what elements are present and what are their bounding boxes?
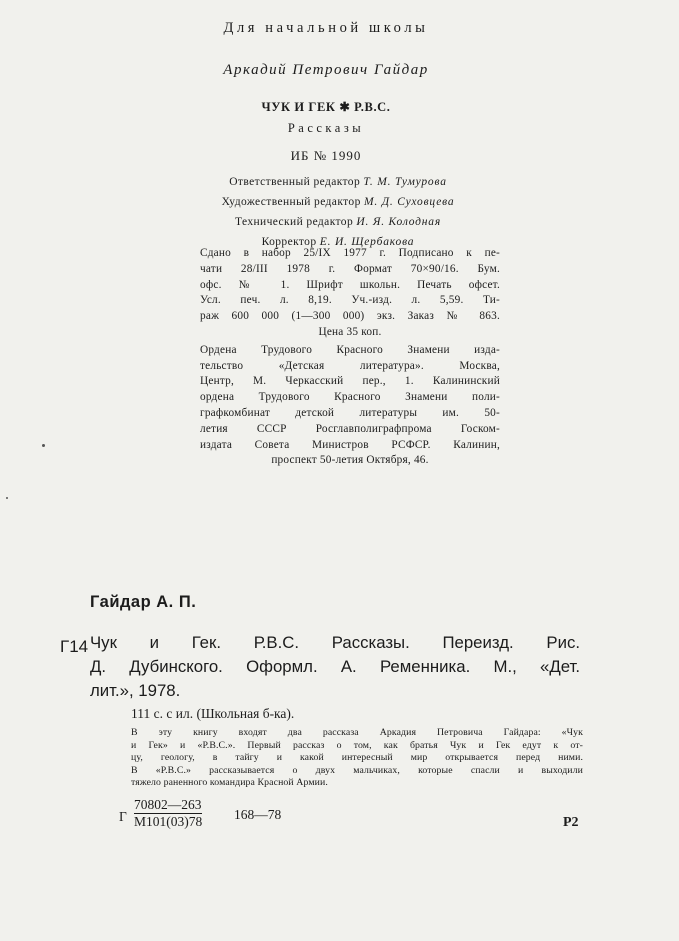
bib-description-line: Д. Дубинского. Оформл. А. Ременника. М., «Дет. [90,657,580,676]
publisher-line: Центр, М. Черкасский пер., 1. Калининский [200,375,500,388]
annotation-line: цу, геологу, в тайгу и какой интересный мир открывается перед ними. [131,752,583,764]
annotation-block [131,727,583,790]
credit-person: Т. М. Тумурова [363,176,447,188]
publisher-line: проспект 50-летия Октября, 46. [271,454,429,467]
imprint-block [200,246,500,469]
index-suffix: 168—78 [234,807,282,822]
bib-author: Гайдар А. П. [90,593,197,611]
index-numerator: 70802—263 [134,797,202,812]
book-title: ЧУК И ГЕК ✱ Р.В.С. [261,100,391,114]
series-title: Для начальной школы [223,20,429,36]
credit-person: Е. И. Щербакова [319,236,415,248]
credit-art-editor [0,192,676,212]
paper-speck [42,444,45,447]
credit-editor [0,172,676,192]
publisher-line: издата Совета Министров РСФСР. Калинин, [200,438,500,451]
publisher-line: графкомбинат детской литературы им. 50- [200,406,500,419]
imprint-line: Усл. печ. л. 8,19. Уч.-изд. л. 5,59. Ти- [200,294,500,307]
publisher-line: ордена Трудового Красного Знамени поли- [200,391,500,404]
index-denominator: М101(03)78 [134,814,203,829]
credit-role: Технический редактор [234,216,354,228]
credit-role: Художественный редактор [221,196,361,208]
credit-person: И. Я. Колодная [356,216,441,228]
bib-description-line: лит.», 1978. [90,681,181,700]
credit-person: М. Д. Суховцева [364,196,455,208]
paper-speck [6,497,8,499]
index-fraction [134,797,202,830]
publisher-line: тельство «Детская литература». Москва, [200,359,500,372]
imprint-line: чати 28/III 1978 г. Формат 70×90/16. Бум. [200,262,500,275]
bib-description [90,631,580,703]
imprint-line: раж 600 000 (1—300 000) экз. Заказ № 863. [200,310,500,323]
publisher-line: летия СССР Росглавполиграфпрома Госком- [200,422,500,435]
classification-code: Р2 [563,815,579,830]
imprint-line: офс. № 1. Шрифт школьн. Печать офсет. [200,278,500,291]
credit-role: Корректор [261,236,317,248]
book-genre: Рассказы [287,121,365,135]
imprint-line: Сдано в набор 25/IX 1977 г. Подписано к пе- [200,247,500,259]
publisher-line: Ордена Трудового Красного Знамени изда- [200,343,500,356]
bib-description-line: Чук и Гек. Р.В.С. Рассказы. Переизд. Рис. [90,633,580,652]
annotation-line: тяжело раненного командира Красной Армии. [131,777,328,789]
price: Цена 35 коп. [318,325,382,338]
bib-pages: 111 с. с ил. (Школьная б-ка). [131,706,295,721]
credit-role: Ответственный редактор [229,176,361,188]
index-letter: Г [119,809,127,824]
annotation-line: В эту книгу входят два рассказа Аркадия Петровича Гайдара: «Чук [131,727,583,738]
annotation-line: В «Р.В.С.» рассказывается о двух мальчиках, которые спасли и выходили [131,764,583,776]
ib-number: ИБ № 1990 [290,148,362,163]
author-name: Аркадий Петрович Гайдар [223,62,429,78]
bib-code: Г14 [60,637,89,656]
credit-tech-editor [0,212,676,232]
annotation-line: и Гек» и «Р.В.С.». Первый рассказ о том, как братья Чук и Гек едут к от- [131,739,583,751]
credits-block [0,172,676,252]
